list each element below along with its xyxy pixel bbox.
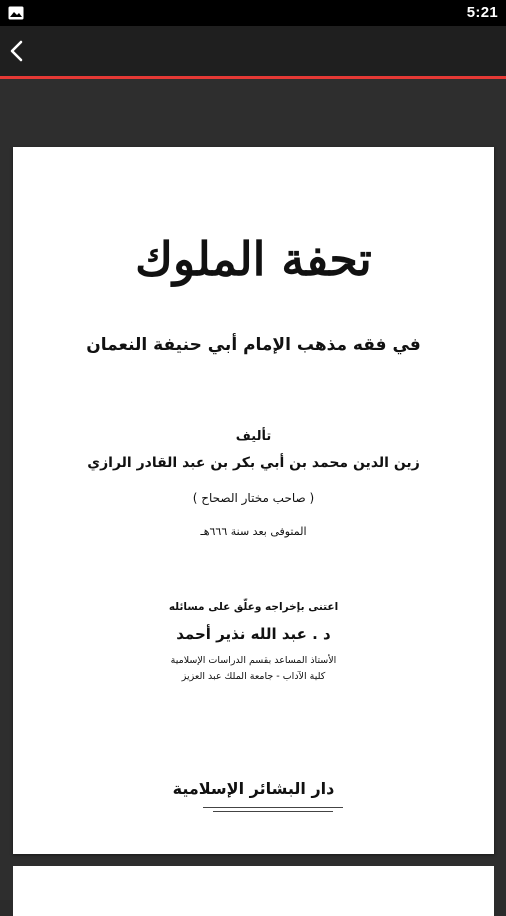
editor-credit: اعتنى بإخراجه وعلّق على مسائله xyxy=(168,601,339,613)
authorship-label: تأليف xyxy=(235,429,272,444)
author-name: زين الدين محمد بن أبي بكر بن عبد القادر الرازي xyxy=(87,455,420,471)
app-bar xyxy=(0,26,506,76)
document-page[interactable] xyxy=(13,147,494,854)
editor-university: كلية الآداب - جامعة الملك عبد العزيز xyxy=(181,671,326,682)
status-time: 5:21 xyxy=(466,4,498,21)
publisher: دار البشائر الإسلامية xyxy=(172,779,335,798)
status-bar xyxy=(0,0,506,26)
book-subtitle: في فقه مذهب الإمام أبي حنيفة النعمان xyxy=(86,335,421,355)
image-icon xyxy=(8,6,24,20)
editor-name: د . عبد الله نذير أحمد xyxy=(176,625,331,643)
chevron-left-icon[interactable] xyxy=(4,38,30,64)
editor-affiliation: الأستاذ المساعد بقسم الدراسات الإسلامية xyxy=(170,655,337,666)
next-page[interactable] xyxy=(13,866,494,916)
author-note: ( صاحب مختار الصحاح ) xyxy=(192,491,315,505)
author-death: المتوفى بعد سنة ٦٦٦هـ xyxy=(200,525,307,538)
publisher-rule xyxy=(203,807,343,808)
book-title: تحفة الملوك xyxy=(135,232,372,286)
publisher-rule-2 xyxy=(213,811,333,812)
